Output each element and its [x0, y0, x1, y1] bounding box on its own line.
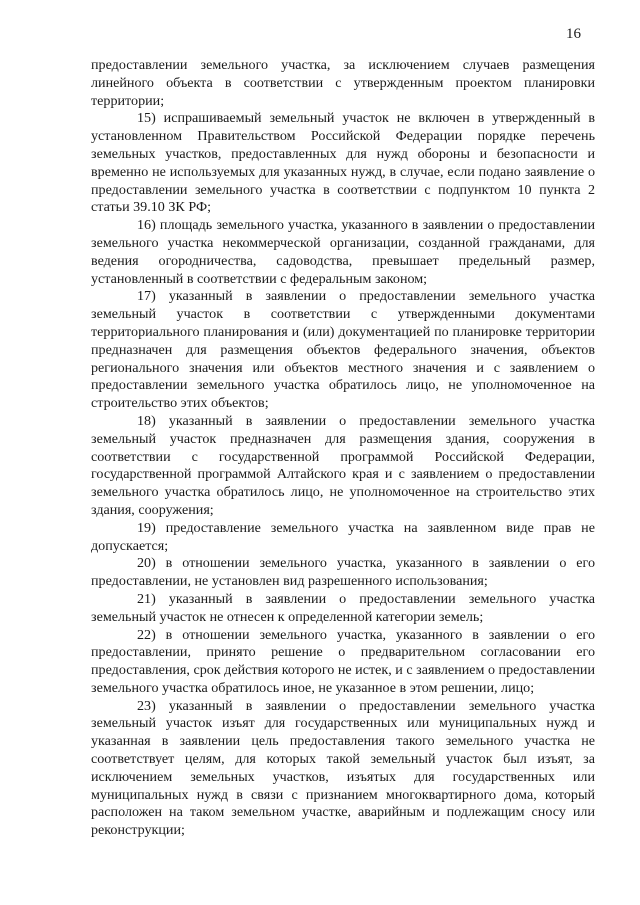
paragraph-item-22: 22) в отношении земельного участка, указанного в заявлении о его предоставлении, принято решение о предварительном согласовании его предоставления, срок действия которого не истек, и с заявлением о предоставлении земельного участка обратилось иное, не указанное в этом решении, лицо; [91, 626, 595, 696]
paragraph-item-23: 23) указанный в заявлении о предоставлении земельного участка земельный участок изъят для государственных или муниципальных нужд и указанная в заявлении цель предоставления такого земельного участка не соответствует целям, для которых такой земельный участок был изъят, за исключением земельных участков, изъятых для государственных или муниципальных нужд в связи с признанием многоквартирного дома, который расположен на таком земельном участке, аварийным и подлежащим сносу или реконструкции; [91, 697, 595, 839]
document-body [91, 57, 595, 840]
paragraph-item-15: 15) испрашиваемый земельный участок не включен в утвержденный в установленном Правительством Российской Федерации порядке перечень земельных участков, предоставленных для нужд обороны и безопасности и временно не используемых для указанных нужд, в случае, если подано заявление о предоставлении земельного участка в соответствии с подпунктом 10 пункта 2 статьи 39.10 ЗК РФ; [91, 110, 595, 216]
paragraph-item-18: 18) указанный в заявлении о предоставлении земельного участка земельный участок предназначен для размещения здания, сооружения в соответствии с государственной программой Российской Федерации, государственной программой Алтайского края и с заявлением о предоставлении земельного участка обратилось лицо, не уполномоченное на строительство этих здания, сооружения; [91, 412, 595, 518]
paragraph-item-21: 21) указанный в заявлении о предоставлении земельного участка земельный участок не отнесен к определенной категории земель; [91, 590, 595, 625]
paragraph-item-20: 20) в отношении земельного участка, указанного в заявлении о его предоставлении, не установлен вид разрешенного использования; [91, 555, 595, 590]
paragraph-item-19: 19) предоставление земельного участка на заявленном виде прав не допускается; [91, 519, 595, 554]
paragraph-item-17: 17) указанный в заявлении о предоставлении земельного участка земельный участок в соответствии с утвержденными документами территориального планирования и (или) документацией по планировке территории предназначен для размещения объектов федерального значения, объектов регионального значения или объектов местного значения и с заявлением о предоставлении земельного участка обратилось лицо, не уполномоченное на строительство этих объектов; [91, 288, 595, 412]
page-number: 16 [566, 26, 581, 42]
paragraph-continuation: предоставлении земельного участка, за исключением случаев размещения линейного объекта в соответствии с утвержденным проектом планировки территории; [91, 57, 595, 109]
paragraph-item-16: 16) площадь земельного участка, указанного в заявлении о предоставлении земельного участка некоммерческой организации, созданной гражданами, для ведения огородничества, садоводства, превышает предельный размер, установленный в соответствии с федеральным законом; [91, 217, 595, 287]
